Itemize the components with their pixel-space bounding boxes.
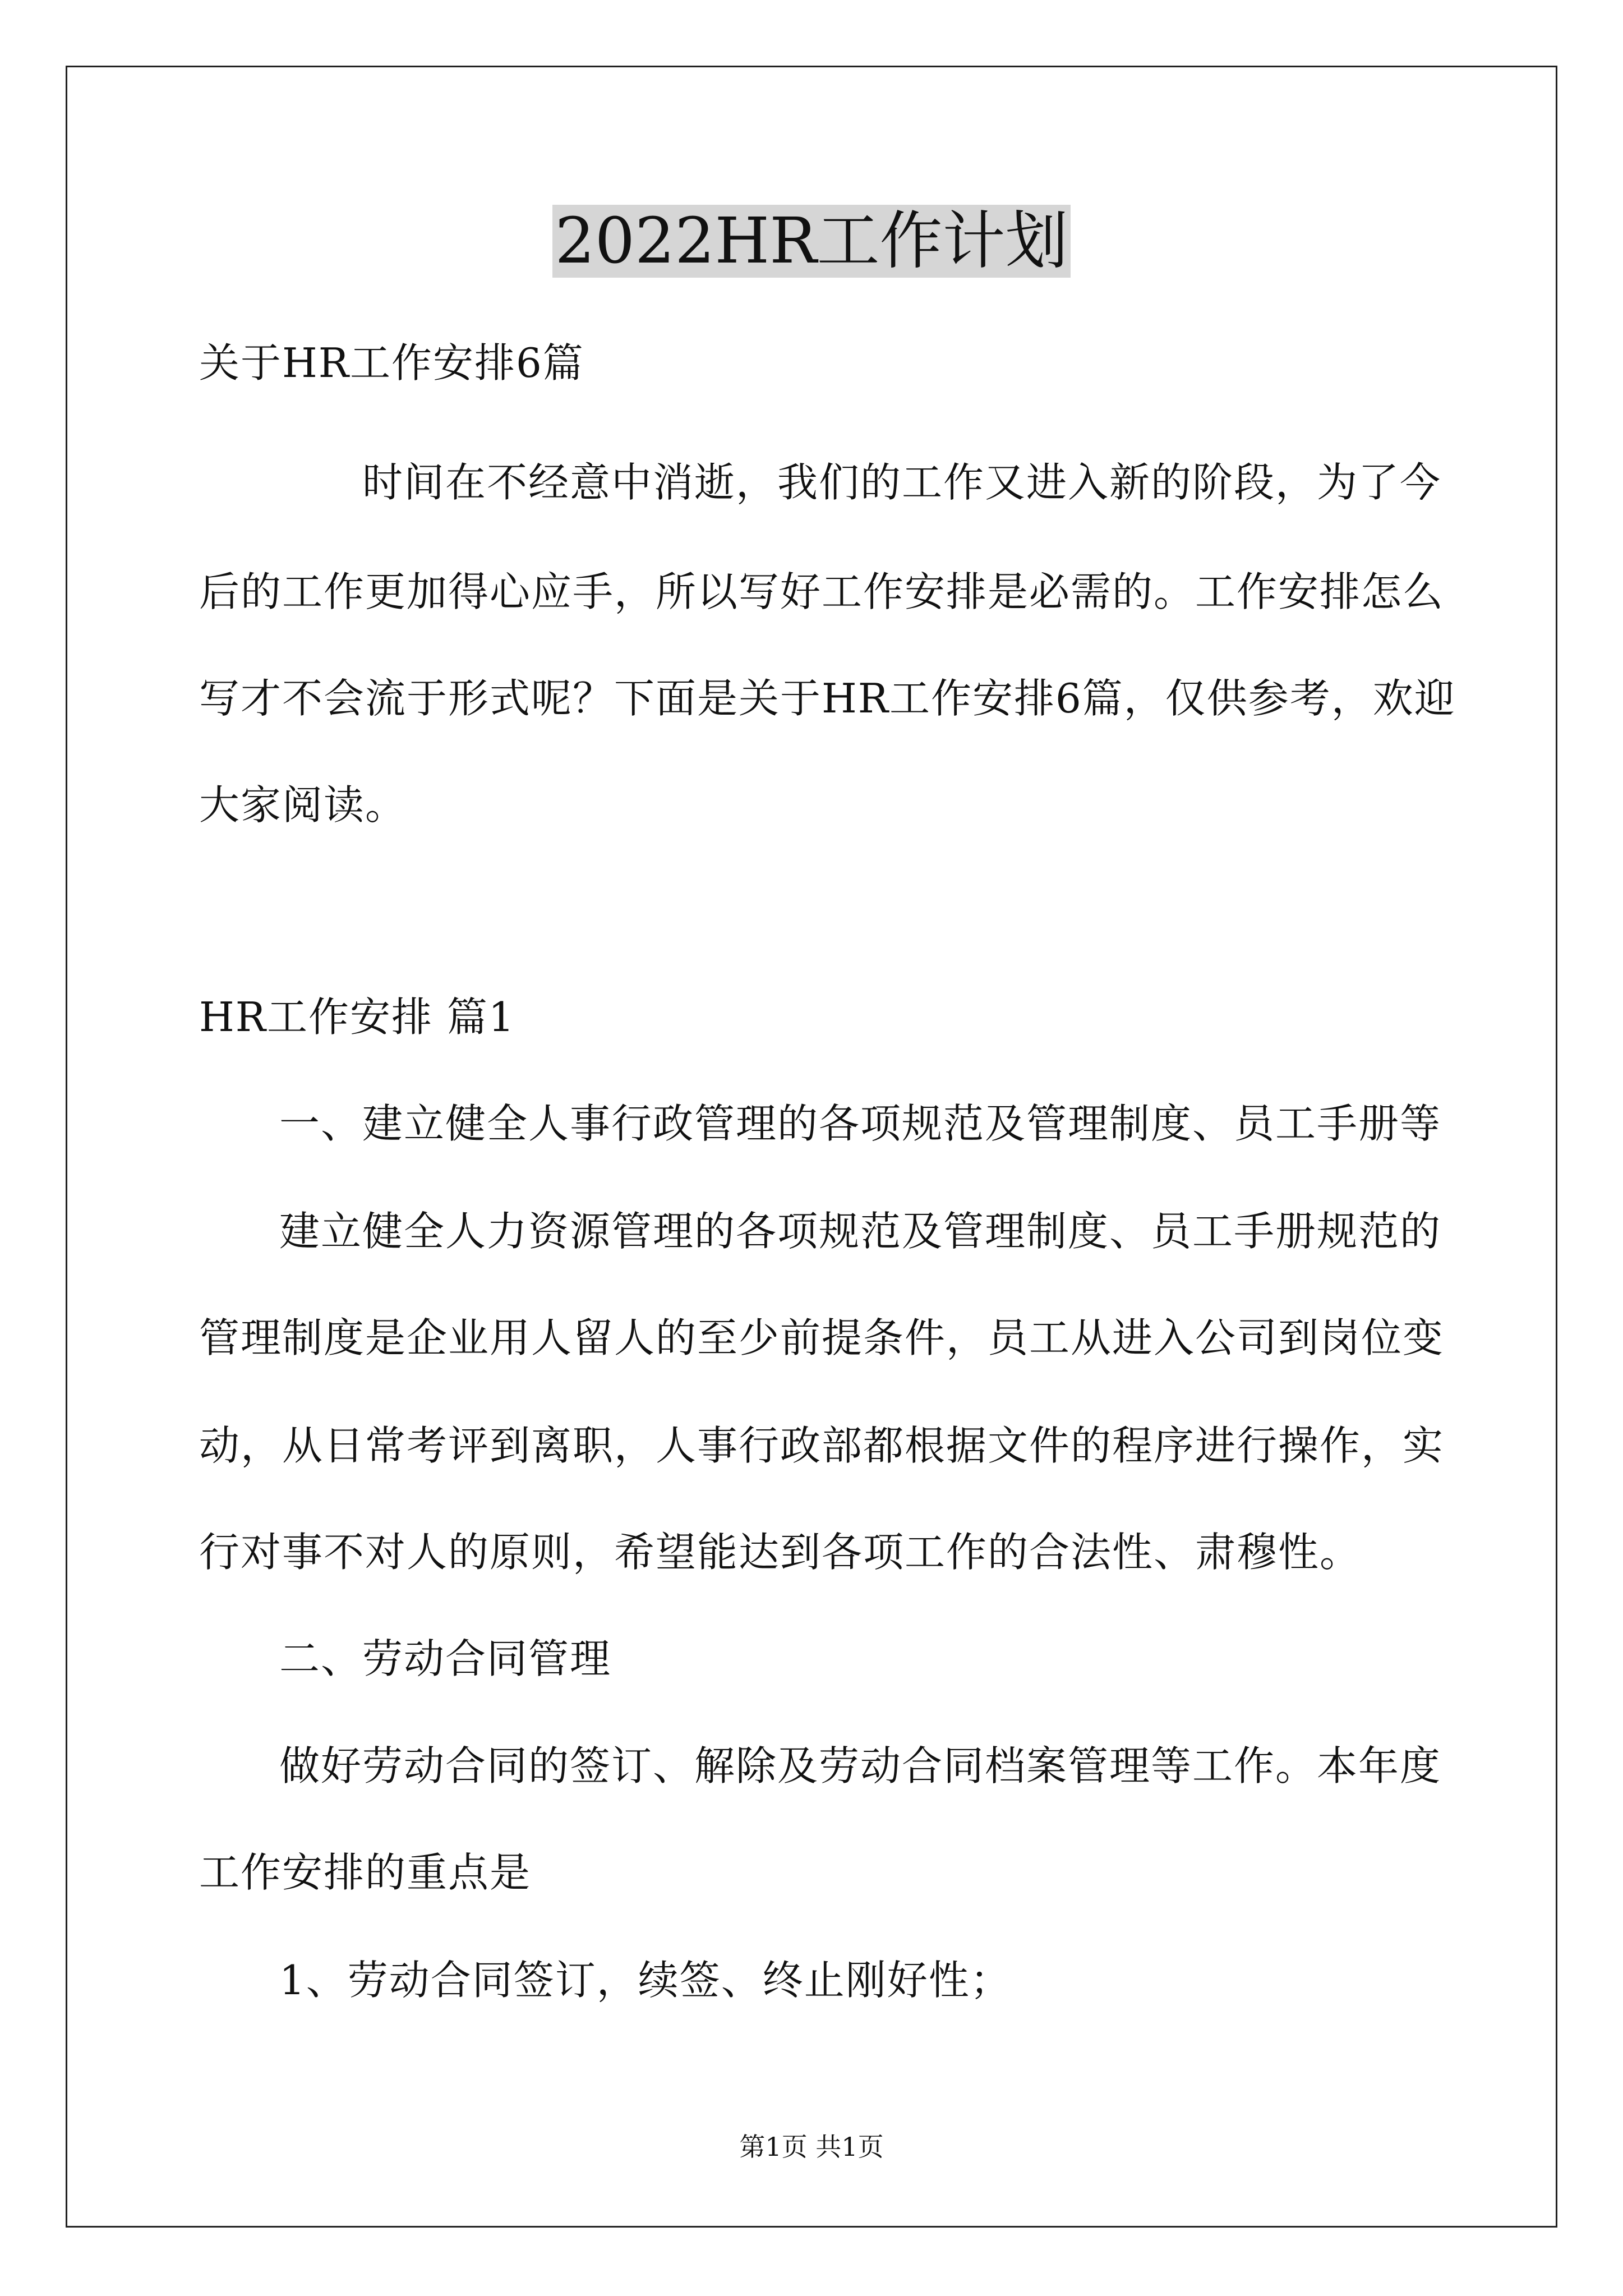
document-title [0,199,1623,283]
item1-body-line-3: 动，从日常考评到离职，人事行政部都根据文件的程序进行操作，实 [199,1422,1445,1469]
item1-body-line-2: 管理制度是企业用人留人的至少前提条件，员工从进入公司到岗位变 [199,1314,1445,1361]
item2-heading: 二、劳动合同管理 [279,1635,612,1682]
intro-line-1: 时间在不经意中消逝，我们的工作又进入新的阶段，为了今 [362,459,1442,506]
item1-body-line-1: 建立健全人力资源管理的各项规范及管理制度、员工手册规范的 [279,1208,1442,1255]
intro-line-2: 后的工作更加得心应手，所以写好工作安排是必需的。工作安排怎么 [199,568,1445,615]
section-heading: HR工作安排 篇1 [199,993,515,1041]
item1-body-line-4: 行对事不对人的原则，希望能达到各项工作的合法性、肃穆性。 [199,1529,1362,1576]
item2-body-line-1: 做好劳动合同的签订、解除及劳动合同档案管理等工作。本年度 [279,1742,1442,1789]
item2-point-1: 1、劳动合同签订，续签、终止刚好性； [279,1957,1012,2004]
document-subtitle: 关于HR工作安排6篇 [199,339,584,386]
document-title-text: 2022HR工作计划 [552,205,1070,278]
page-footer: 第1页 共1页 [739,2132,884,2162]
intro-line-4: 大家阅读。 [199,781,407,829]
item2-body-line-2: 工作安排的重点是 [199,1849,532,1896]
intro-line-3: 写才不会流于形式呢？下面是关于HR工作安排6篇，仅供参考，欢迎 [199,675,1456,722]
item1-heading: 一、建立健全人事行政管理的各项规范及管理制度、员工手册等 [279,1100,1442,1147]
